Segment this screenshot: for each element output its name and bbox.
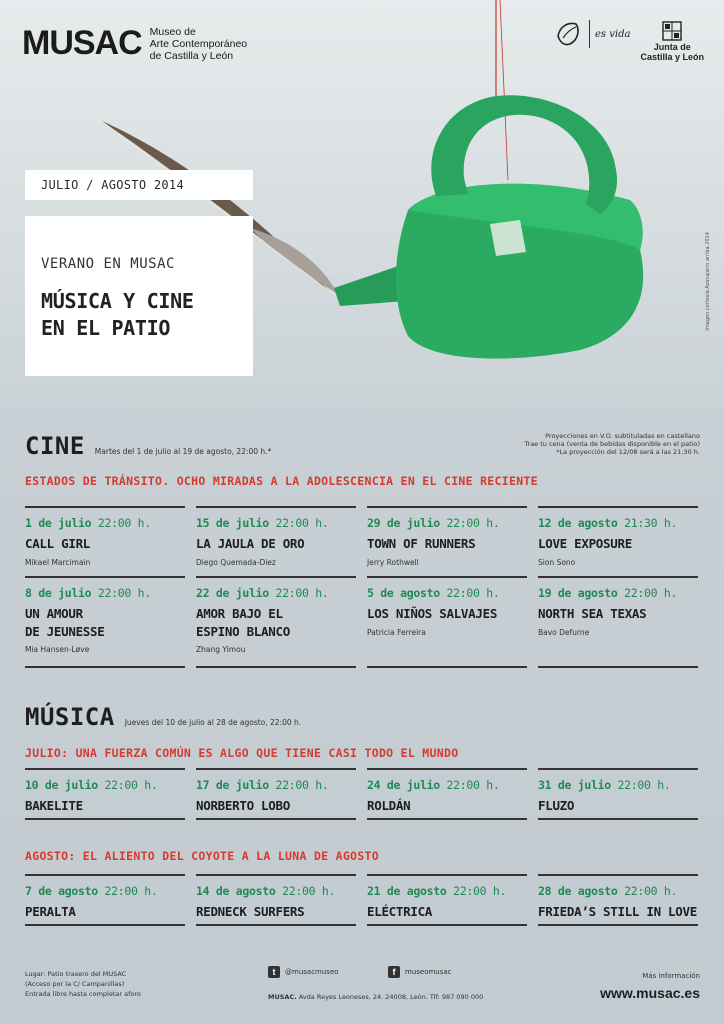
more-info-label: Más información	[642, 972, 700, 980]
cine-heading: CINE	[25, 432, 85, 460]
junta-name-line: Junta de	[653, 42, 691, 52]
film-director: Patricia Ferreira	[367, 628, 426, 637]
twitter-handle: @musacmuseo	[285, 968, 339, 976]
concert-date	[25, 884, 158, 898]
concert-time: 22:00 h.	[624, 884, 678, 898]
card-bottom-rule	[25, 818, 185, 820]
card-bottom-rule	[538, 818, 698, 820]
museum-name-line: Museo de	[149, 25, 196, 38]
concert-day: 10 de julio	[25, 778, 98, 792]
cine-schedule: Martes del 1 de julio al 19 de agosto, 22:00 h.*	[94, 447, 272, 456]
film-title	[367, 535, 535, 553]
card-top-rule	[196, 576, 356, 578]
film-title	[25, 605, 193, 641]
card-top-rule	[196, 768, 356, 770]
concert-card[interactable]	[367, 768, 527, 820]
event-title-line: MÚSICA Y CINE	[41, 289, 194, 313]
film-title-line: DE JEUNESSE	[25, 624, 105, 639]
concert-time: 22:00 h.	[446, 778, 500, 792]
concert-card[interactable]	[538, 874, 698, 926]
film-date	[367, 516, 500, 530]
concert-artist: ELÉCTRICA	[367, 904, 433, 919]
film-title-line: UN AMOUR	[25, 606, 83, 621]
card-bottom-rule	[25, 666, 185, 668]
website-link[interactable]: www.musac.es	[600, 985, 700, 1001]
concert-date	[538, 778, 671, 792]
film-director: Mikael Marcimain	[25, 558, 91, 567]
concert-date	[367, 884, 506, 898]
projection-note: *La proyección del 12/08 será a las 21:30 h.	[556, 448, 700, 456]
film-director: Bavo Defurne	[538, 628, 590, 637]
event-title-line: EN EL PATIO	[41, 316, 171, 340]
agosto-concerts	[25, 874, 699, 926]
julio-series-title: JULIO: UNA FUERZA COMÚN ES ALGO QUE TIENE CASI TODO EL MUNDO	[25, 746, 459, 760]
projection-note: Trae tu cena (venta de bebidas disponible en el patio)	[524, 440, 700, 448]
concert-day: 21 de agosto	[367, 884, 447, 898]
film-title-line: NORTH SEA TEXAS	[538, 606, 647, 621]
film-title-line: LOS NIÑOS SALVAJES	[367, 606, 498, 621]
film-director: Mia Hansen-Løve	[25, 645, 90, 654]
julio-concerts	[25, 768, 699, 820]
film-title	[25, 535, 193, 553]
film-card[interactable]	[367, 576, 527, 668]
concert-card[interactable]	[196, 768, 356, 820]
concert-artist: ROLDÁN	[367, 798, 411, 813]
film-title-line: ESPINO BLANCO	[196, 624, 290, 639]
film-title	[196, 535, 364, 553]
film-time: 22:00 h.	[446, 516, 500, 530]
concert-artist: FLUZO	[538, 798, 575, 813]
film-date	[25, 586, 151, 600]
photo-credit: Imagen cortesía Azocajarin arriba 2014	[705, 232, 711, 331]
venue-line: (Acceso por la C/ Campanillas)	[25, 980, 125, 988]
concert-day: 17 de julio	[196, 778, 269, 792]
concert-date	[538, 884, 677, 898]
film-day: 8 de julio	[25, 586, 92, 600]
card-top-rule	[25, 768, 185, 770]
agosto-series-title: AGOSTO: EL ALIENTO DEL COYOTE A LA LUNA DE AGOSTO	[25, 849, 379, 863]
concert-day: 28 de agosto	[538, 884, 618, 898]
date-label-box	[25, 170, 253, 200]
junta-name-line: Castilla y León	[640, 52, 704, 62]
hanging-string-2	[500, 0, 508, 180]
card-bottom-rule	[538, 666, 698, 668]
musica-heading: MÚSICA	[25, 703, 115, 731]
cine-header	[25, 432, 271, 460]
concert-artist: NORBERTO LOBO	[196, 798, 290, 813]
concert-artist: BAKELITE	[25, 798, 83, 813]
film-director: Jerry Rothwell	[367, 558, 419, 567]
concert-day: 14 de agosto	[196, 884, 276, 898]
film-title-line: LA JAULA DE ORO	[196, 536, 305, 551]
card-top-rule	[367, 506, 527, 508]
film-title	[538, 535, 706, 553]
card-bottom-rule	[25, 924, 185, 926]
musica-schedule: Jueves del 10 de julio al 28 de agosto, 22:00 h.	[124, 718, 302, 727]
concert-time: 22:00 h.	[104, 884, 158, 898]
film-date	[538, 516, 677, 530]
venue-line: Entrada libre hasta completar aforo	[25, 990, 141, 998]
film-date	[367, 586, 500, 600]
twitter-icon: t	[268, 966, 280, 978]
twitter-link[interactable]	[268, 966, 339, 978]
card-top-rule	[367, 576, 527, 578]
film-day: 15 de julio	[196, 516, 269, 530]
partner-divider	[589, 20, 590, 48]
film-title	[196, 605, 364, 641]
film-card[interactable]	[196, 506, 356, 574]
card-top-rule	[25, 576, 185, 578]
concert-date	[196, 884, 335, 898]
film-day: 29 de julio	[367, 516, 440, 530]
film-title-line: LOVE EXPOSURE	[538, 536, 632, 551]
card-top-rule	[25, 506, 185, 508]
concert-date	[196, 778, 329, 792]
film-time: 21:30 h.	[624, 516, 678, 530]
event-kicker: VERANO EN MUSAC	[41, 256, 175, 272]
film-director: Sion Sono	[538, 558, 576, 567]
concert-time: 22:00 h.	[453, 884, 507, 898]
concert-time: 22:00 h.	[617, 778, 671, 792]
museum-name	[150, 26, 247, 62]
concert-artist: FRIEDA’S STILL IN LOVE	[538, 904, 697, 919]
concert-card[interactable]	[25, 768, 185, 820]
film-title	[367, 605, 535, 623]
film-day: 1 de julio	[25, 516, 92, 530]
concert-day: 7 de agosto	[25, 884, 98, 898]
museum-name-line: Arte Contemporáneo	[149, 37, 248, 50]
coat-of-arms-icon	[659, 20, 685, 42]
film-time: 22:00 h.	[624, 586, 678, 600]
film-card[interactable]	[25, 576, 185, 668]
title-box	[25, 216, 253, 376]
film-date	[196, 586, 329, 600]
card-top-rule	[538, 874, 698, 876]
film-time: 22:00 h.	[275, 586, 329, 600]
facebook-handle: museomusac	[405, 968, 452, 976]
card-bottom-rule	[196, 924, 356, 926]
card-top-rule	[367, 874, 527, 876]
film-card[interactable]	[367, 506, 527, 574]
musica-header	[25, 703, 301, 731]
junta-name	[640, 42, 704, 62]
card-top-rule	[196, 506, 356, 508]
film-date	[538, 586, 677, 600]
concert-artist: REDNECK SURFERS	[196, 904, 305, 919]
film-card[interactable]	[25, 506, 185, 574]
concert-date	[25, 778, 158, 792]
cine-row-2	[25, 576, 699, 668]
film-day: 12 de agosto	[538, 516, 618, 530]
card-bottom-rule	[538, 924, 698, 926]
film-title-line: AMOR BAJO EL	[196, 606, 283, 621]
film-card[interactable]	[538, 576, 698, 668]
venue-info	[25, 969, 141, 999]
concert-card[interactable]	[196, 874, 356, 926]
film-time: 22:00 h.	[446, 586, 500, 600]
film-title-line: TOWN OF RUNNERS	[367, 536, 476, 551]
cyl-leaf-icon	[554, 20, 584, 48]
concert-card[interactable]	[538, 768, 698, 820]
castilla-leon-es-vida-logo[interactable]	[554, 20, 630, 48]
card-top-rule	[538, 768, 698, 770]
concert-day: 31 de julio	[538, 778, 611, 792]
museum-address	[268, 993, 483, 1001]
concert-card[interactable]	[367, 874, 527, 926]
facebook-link[interactable]	[388, 966, 452, 978]
card-bottom-rule	[367, 666, 527, 668]
concert-date	[367, 778, 500, 792]
film-day: 19 de agosto	[538, 586, 618, 600]
card-bottom-rule	[367, 818, 527, 820]
card-top-rule	[538, 506, 698, 508]
film-day: 22 de julio	[196, 586, 269, 600]
projection-notes	[500, 432, 700, 456]
date-label: JULIO / AGOSTO 2014	[41, 178, 184, 192]
concert-time: 22:00 h.	[282, 884, 336, 898]
cine-row-1	[25, 506, 699, 574]
cine-series-title: ESTADOS DE TRÁNSITO. OCHO MIRADAS A LA ADOLESCENCIA EN EL CINE RECIENTE	[25, 474, 538, 488]
film-title	[538, 605, 706, 623]
card-top-rule	[367, 768, 527, 770]
concert-time: 22:00 h.	[104, 778, 158, 792]
film-title-line: CALL GIRL	[25, 536, 91, 551]
card-top-rule	[25, 874, 185, 876]
museum-name-line: de Castilla y León	[149, 49, 234, 62]
es-vida-tagline: es vida	[595, 28, 631, 40]
address-name: MUSAC.	[268, 993, 297, 1001]
card-top-rule	[196, 874, 356, 876]
film-time: 22:00 h.	[97, 516, 151, 530]
projection-note: Proyecciones en V.O. subtituladas en castellano	[545, 432, 700, 440]
concert-time: 22:00 h.	[275, 778, 329, 792]
card-top-rule	[538, 576, 698, 578]
film-time: 22:00 h.	[97, 586, 151, 600]
film-date	[196, 516, 329, 530]
film-card[interactable]	[538, 506, 698, 574]
facebook-icon: f	[388, 966, 400, 978]
film-card[interactable]	[196, 576, 356, 668]
card-bottom-rule	[196, 666, 356, 668]
card-bottom-rule	[196, 818, 356, 820]
film-time: 22:00 h.	[275, 516, 329, 530]
partner-logos	[554, 20, 704, 62]
card-bottom-rule	[367, 924, 527, 926]
venue-line: Lugar: Patio trasero del MUSAC	[25, 970, 127, 978]
film-day: 5 de agosto	[367, 586, 440, 600]
concert-card[interactable]	[25, 874, 185, 926]
junta-castilla-leon-logo[interactable]	[640, 20, 704, 62]
film-date	[25, 516, 151, 530]
concert-artist: PERALTA	[25, 904, 76, 919]
concert-day: 24 de julio	[367, 778, 440, 792]
film-director: Zhang Yimou	[196, 645, 246, 654]
watering-can-icon	[334, 95, 643, 358]
address-details: Avda Reyes Leoneses, 24. 24008, León. Tlf: 987 090 000	[296, 993, 484, 1001]
film-director: Diego Quemada-Diez	[196, 558, 276, 567]
musac-wordmark: MUSAC	[22, 24, 142, 62]
musac-logo[interactable]	[22, 24, 247, 63]
